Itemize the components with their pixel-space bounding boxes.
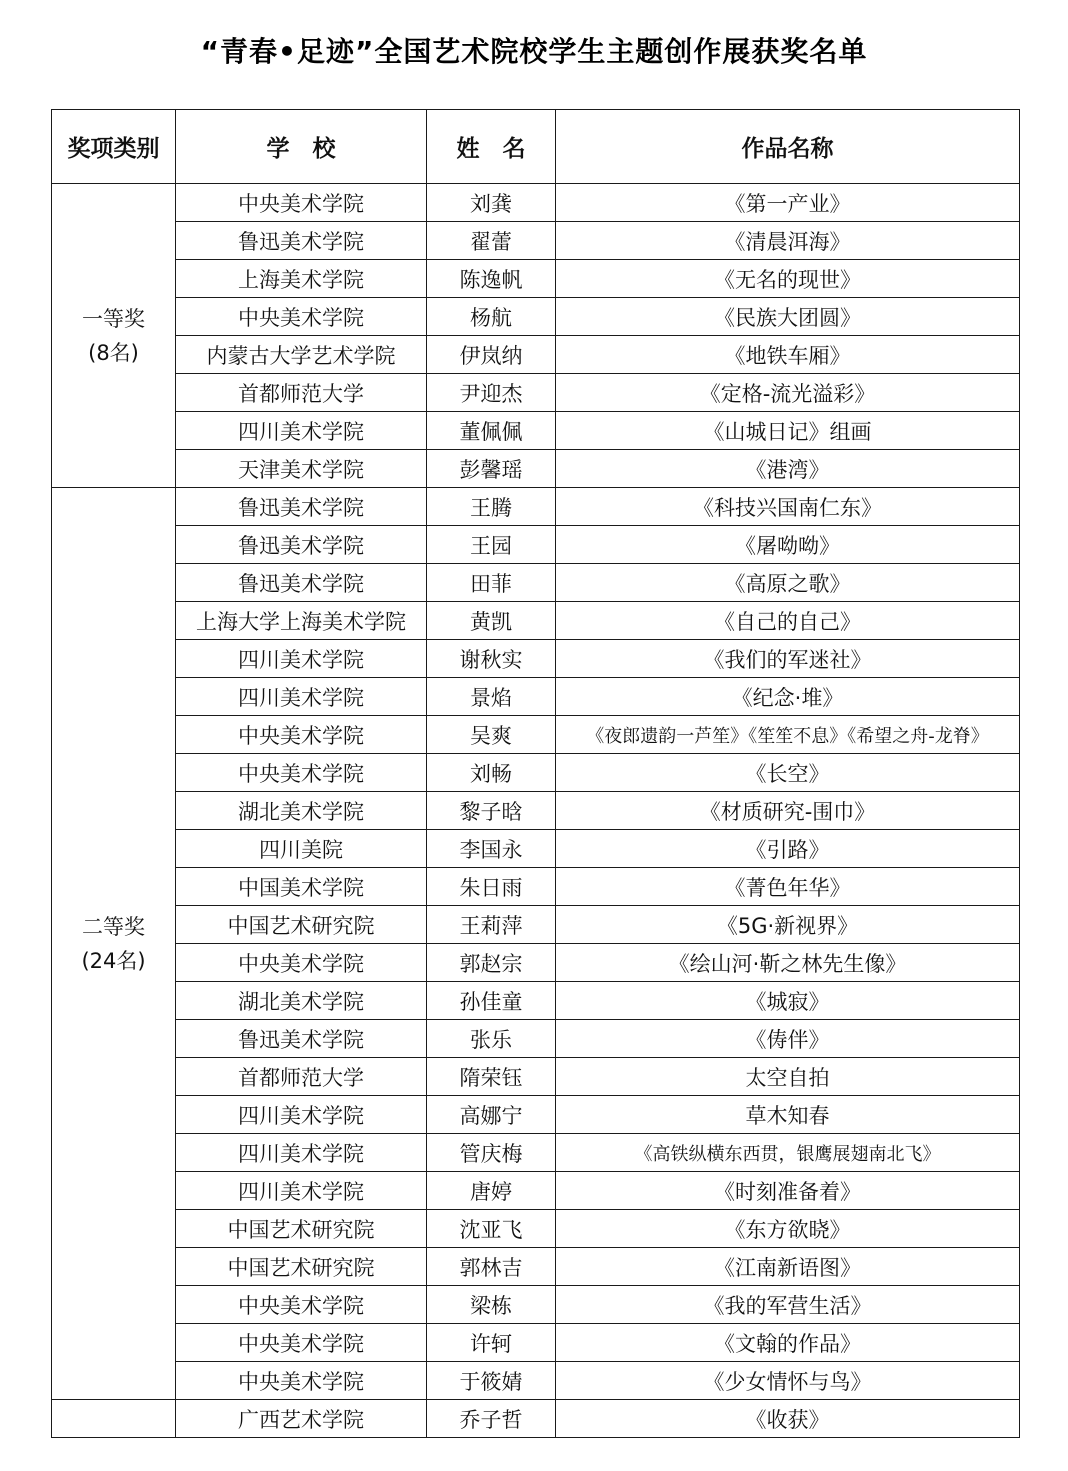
table-row <box>52 1058 1020 1096</box>
student-name-cell: 王莉萍 <box>427 906 556 944</box>
table-row <box>52 222 1020 260</box>
school-cell: 鲁迅美术学院 <box>176 564 427 602</box>
school-cell: 四川美术学院 <box>176 412 427 450</box>
student-name-cell: 黎子晗 <box>427 792 556 830</box>
school-cell: 四川美术学院 <box>176 1172 427 1210</box>
school-cell: 上海美术学院 <box>176 260 427 298</box>
table-row <box>52 488 1020 526</box>
header-school: 学 校 <box>176 110 427 184</box>
school-cell: 中央美术学院 <box>176 1324 427 1362</box>
school-cell: 中国艺术研究院 <box>176 1248 427 1286</box>
table-row <box>52 1172 1020 1210</box>
table-row <box>52 1096 1020 1134</box>
work-title-cell: 《少女情怀与鸟》 <box>556 1362 1020 1400</box>
work-title-cell: 《自己的自己》 <box>556 602 1020 640</box>
student-name-cell: 孙佳童 <box>427 982 556 1020</box>
work-title-cell: 《引路》 <box>556 830 1020 868</box>
school-cell: 四川美院 <box>176 830 427 868</box>
work-title-cell: 《第一产业》 <box>556 184 1020 222</box>
work-title-cell: 《我的军营生活》 <box>556 1286 1020 1324</box>
school-cell: 中国艺术研究院 <box>176 1210 427 1248</box>
work-title-cell: 《地铁车厢》 <box>556 336 1020 374</box>
work-title-cell: 《俦伴》 <box>556 1020 1020 1058</box>
work-title-cell: 《定格-流光溢彩》 <box>556 374 1020 412</box>
student-name-cell: 乔子哲 <box>427 1400 556 1438</box>
school-cell: 湖北美术学院 <box>176 982 427 1020</box>
student-name-cell: 隋荣钰 <box>427 1058 556 1096</box>
student-name-cell: 管庆梅 <box>427 1134 556 1172</box>
school-cell: 中央美术学院 <box>176 1286 427 1324</box>
school-cell: 上海大学上海美术学院 <box>176 602 427 640</box>
award-category-count: (24名) <box>81 948 146 973</box>
student-name-cell: 郭林吉 <box>427 1248 556 1286</box>
school-cell: 中央美术学院 <box>176 184 427 222</box>
table-row <box>52 868 1020 906</box>
work-title-cell: 《纪念·堆》 <box>556 678 1020 716</box>
student-name-cell: 王园 <box>427 526 556 564</box>
work-title-cell: 《文翰的作品》 <box>556 1324 1020 1362</box>
work-title-cell: 《材质研究-围巾》 <box>556 792 1020 830</box>
table-row <box>52 640 1020 678</box>
student-name-cell: 田菲 <box>427 564 556 602</box>
work-title-cell: 《民族大团圆》 <box>556 298 1020 336</box>
student-name-cell: 沈亚飞 <box>427 1210 556 1248</box>
school-cell: 天津美术学院 <box>176 450 427 488</box>
student-name-cell: 于筱婧 <box>427 1362 556 1400</box>
table-row <box>52 412 1020 450</box>
table-row <box>52 450 1020 488</box>
header-work: 作品名称 <box>556 110 1020 184</box>
table-row <box>52 1324 1020 1362</box>
work-title-cell: 《江南新语图》 <box>556 1248 1020 1286</box>
student-name-cell: 唐婷 <box>427 1172 556 1210</box>
student-name-cell: 许轲 <box>427 1324 556 1362</box>
student-name-cell: 翟蕾 <box>427 222 556 260</box>
table-row <box>52 1020 1020 1058</box>
work-title-cell: 《科技兴国南仁东》 <box>556 488 1020 526</box>
award-category-cell <box>52 488 176 1400</box>
award-category-name: 一等奖 <box>82 306 145 331</box>
header-name: 姓 名 <box>427 110 556 184</box>
student-name-cell: 陈逸帆 <box>427 260 556 298</box>
school-cell: 鲁迅美术学院 <box>176 526 427 564</box>
student-name-cell: 谢秋实 <box>427 640 556 678</box>
table-row <box>52 1210 1020 1248</box>
work-title-cell: 《高铁纵横东西贯，银鹰展翅南北飞》 <box>556 1134 1020 1172</box>
work-title-cell: 太空自拍 <box>556 1058 1020 1096</box>
school-cell: 四川美术学院 <box>176 678 427 716</box>
table-row <box>52 1362 1020 1400</box>
work-title-cell: 《我们的军迷社》 <box>556 640 1020 678</box>
table-row <box>52 374 1020 412</box>
table-row <box>52 982 1020 1020</box>
work-title-cell: 《城寂》 <box>556 982 1020 1020</box>
student-name-cell: 尹迎杰 <box>427 374 556 412</box>
student-name-cell: 朱日雨 <box>427 868 556 906</box>
school-cell: 湖北美术学院 <box>176 792 427 830</box>
table-body <box>52 184 1020 1438</box>
work-title-cell: 《东方欲晓》 <box>556 1210 1020 1248</box>
table-row <box>52 564 1020 602</box>
table-row <box>52 944 1020 982</box>
page-title: “青春•足迹”全国艺术院校学生主题创作展获奖名单 <box>200 35 868 68</box>
student-name-cell: 李国永 <box>427 830 556 868</box>
table-row <box>52 906 1020 944</box>
work-title-cell: 《5G·新视界》 <box>556 906 1020 944</box>
award-category-cell <box>52 184 176 488</box>
student-name-cell: 吴爽 <box>427 716 556 754</box>
school-cell: 内蒙古大学艺术学院 <box>176 336 427 374</box>
school-cell: 鲁迅美术学院 <box>176 488 427 526</box>
student-name-cell: 王腾 <box>427 488 556 526</box>
school-cell: 四川美术学院 <box>176 640 427 678</box>
school-cell: 中央美术学院 <box>176 716 427 754</box>
student-name-cell: 伊岚纳 <box>427 336 556 374</box>
school-cell: 首都师范大学 <box>176 1058 427 1096</box>
work-title-cell: 草木知春 <box>556 1096 1020 1134</box>
table-row <box>52 526 1020 564</box>
school-cell: 中国美术学院 <box>176 868 427 906</box>
school-cell: 首都师范大学 <box>176 374 427 412</box>
student-name-cell: 郭赵宗 <box>427 944 556 982</box>
award-table <box>51 109 1020 1438</box>
school-cell: 中央美术学院 <box>176 754 427 792</box>
header-category: 奖项类别 <box>52 110 176 184</box>
table-row <box>52 1286 1020 1324</box>
work-title-cell: 《山城日记》组画 <box>556 412 1020 450</box>
school-cell: 中央美术学院 <box>176 1362 427 1400</box>
student-name-cell: 刘畅 <box>427 754 556 792</box>
table-row <box>52 792 1020 830</box>
table-row <box>52 830 1020 868</box>
student-name-cell: 黄凯 <box>427 602 556 640</box>
work-title-cell: 《长空》 <box>556 754 1020 792</box>
table-row <box>52 1134 1020 1172</box>
student-name-cell: 彭馨瑶 <box>427 450 556 488</box>
table-row <box>52 602 1020 640</box>
table-row <box>52 1248 1020 1286</box>
school-cell: 中央美术学院 <box>176 944 427 982</box>
table-row <box>52 716 1020 754</box>
work-title-cell: 《港湾》 <box>556 450 1020 488</box>
work-title-cell: 《夜郎遗韵一芦笙》《笙笙不息》《希望之舟-龙脊》 <box>556 716 1020 754</box>
table-row <box>52 298 1020 336</box>
table-row <box>52 260 1020 298</box>
work-title-cell: 《时刻准备着》 <box>556 1172 1020 1210</box>
school-cell: 中国艺术研究院 <box>176 906 427 944</box>
award-category-name: 二等奖 <box>82 914 145 939</box>
student-name-cell: 张乐 <box>427 1020 556 1058</box>
work-title-cell: 《菁色年华》 <box>556 868 1020 906</box>
student-name-cell: 杨航 <box>427 298 556 336</box>
table-header-row <box>52 110 1020 184</box>
work-title-cell: 《清晨洱海》 <box>556 222 1020 260</box>
school-cell: 鲁迅美术学院 <box>176 222 427 260</box>
student-name-cell: 高娜宁 <box>427 1096 556 1134</box>
table-row <box>52 184 1020 222</box>
table-row <box>52 1400 1020 1438</box>
award-category-cell <box>52 1400 176 1438</box>
school-cell: 鲁迅美术学院 <box>176 1020 427 1058</box>
student-name-cell: 董佩佩 <box>427 412 556 450</box>
table-row <box>52 678 1020 716</box>
work-title-cell: 《收获》 <box>556 1400 1020 1438</box>
student-name-cell: 景焰 <box>427 678 556 716</box>
student-name-cell: 刘龚 <box>427 184 556 222</box>
table-row <box>52 754 1020 792</box>
work-title-cell: 《无名的现世》 <box>556 260 1020 298</box>
school-cell: 四川美术学院 <box>176 1096 427 1134</box>
school-cell: 中央美术学院 <box>176 298 427 336</box>
work-title-cell: 《屠呦呦》 <box>556 526 1020 564</box>
work-title-cell: 《高原之歌》 <box>556 564 1020 602</box>
student-name-cell: 梁栋 <box>427 1286 556 1324</box>
work-title-cell: 《绘山河·靳之林先生像》 <box>556 944 1020 982</box>
school-cell: 四川美术学院 <box>176 1134 427 1172</box>
award-category-count: (8名) <box>88 340 139 365</box>
school-cell: 广西艺术学院 <box>176 1400 427 1438</box>
table-row <box>52 336 1020 374</box>
